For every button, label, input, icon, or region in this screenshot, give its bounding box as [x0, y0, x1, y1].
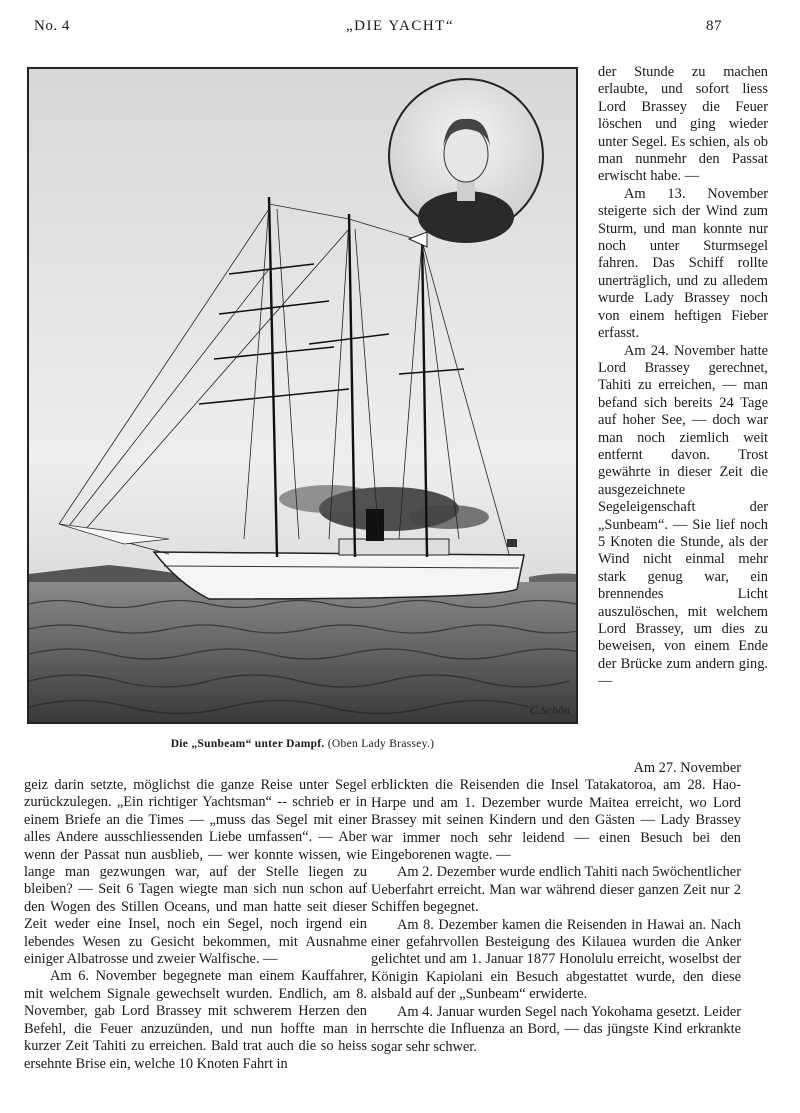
page-header-title: „DIE YACHT“ [345, 18, 454, 34]
paragraph: Am 8. Dezember kamen die Reisenden in Hawai an. Nach einer gefahrvollen Besteigung des Kilauea wurden die Anker gelichtet und am 1. Januar 1877 Honolulu erreicht, woselbst der Königin Kapiolani ein Besuch abgestattet wurde, den diese alsbald auf der „Sunbeam“ erwiderte. [371, 916, 741, 1003]
figure-caption [27, 738, 578, 750]
paragraph: Am 6. November begegnete man einem Kauffahrer, mit welchem Signale gewechselt wurden. Endlich, am 8. November, gab Lord Brassey mit schwerem Herzen den Befehl, die Feuer anzuzünden, und nun hoffte man in kurzer Zeit Tahiti zu erreichen. Bald trat auch die so heiss ersehnte Brise ein, welche 10 Knoten Fahrt in [24, 968, 367, 1072]
right-column-text [598, 64, 768, 691]
sunbeam-illustration [27, 67, 578, 724]
page-number: 87 [706, 18, 722, 34]
page-header-issue: No. 4 [34, 18, 70, 34]
bottom-left-column-text [24, 777, 367, 1073]
paragraph: der Stunde zu machen erlaubte, und sofort liess Lord Brassey die Feuer löschen und ging wieder unter Segel. Es schien, als ob man nunmehr den Passat erwischt habe. — [598, 64, 768, 185]
paragraph: Am 2. Dezember wurde endlich Tahiti nach 5wöchentlicher Ueberfahrt erreicht. Man war während dieser ganzen Zeit nur 2 Schiffen begegnet. [371, 864, 741, 916]
caption-title: Die „Sunbeam“ unter Dampf. [170, 738, 325, 750]
paragraph: geiz darin setzte, möglichst die ganze Reise unter Segel zurückzulegen. „Ein richtiger Yachtsman“ -- schrieb er in einem Briefe an die Times — „muss das Segel mit einer alles Andere ausschliessenden Liebe umfassen“. — Aber wenn der Passat nun ausblieb, — wer konnte wissen, wie lange man gezwungen war, auf der Stelle liegen zu bleiben? — Seit 6 Tagen wiegte man sich nun schon auf den Wogen des Stillen Oceans, und man hatte seit dieser Zeit weder eine Insel, noch ein Segel, noch irgend ein lebendes Wesen zu Gesicht bekommen, mit Ausnahme einiger Albatrosse und zweier Walfische. — [24, 777, 367, 968]
paragraph: Am 4. Januar wurden Segel nach Yokohama gesetzt. Leider herrschte die Influenza an Bord, — das jüngste Kind erkrankte sogar sehr schwer. [371, 1003, 741, 1055]
bottom-right-column-text [371, 760, 741, 1056]
paragraph: erblickten die Reisenden die Insel Tatakatoroa, am 28. Hao-Harpe und am 1. Dezember wurde Maitea erreicht, wo Lord Brassey mit seinen Kindern und den Gästen — Lady Brassey war immer noch sehr leidend — einen Besuch bei den Eingeborenen wagte. — [371, 777, 741, 864]
paragraph-lead: Am 27. November [633, 760, 741, 776]
caption-note: (Oben Lady Brassey.) [327, 738, 435, 750]
ship-engraving [29, 69, 576, 722]
paragraph: Am 24. November hatte Lord Brassey gerechnet, Tahiti zu erreichen, — man befand sich bereits 24 Tage auf hoher See, — doch war man noch ziemlich weit entfernt davon. Trost gewährte in dieser Zeit die ausgezeichnete Segeleigenschaft der „Sunbeam“. — Sie lief noch 5 Knoten die Stunde, als der Wind nicht einmal mehr stark genug war, ein brennendes Licht auszulöschen, mit welchem Lord Brassey, um dies zu beweisen, von einem Ende der Brücke zum andern ging. — [598, 342, 768, 690]
artist-signature: C.Schön [529, 703, 570, 717]
paragraph: Am 13. November steigerte sich der Wind zum Sturm, und man konnte nur noch unter Sturmsegel fahren. Das Schiff rollte unerträglich, und zu alledem wurde Lady Brassey noch von einem heftigen Fieber erfasst. [598, 185, 768, 342]
